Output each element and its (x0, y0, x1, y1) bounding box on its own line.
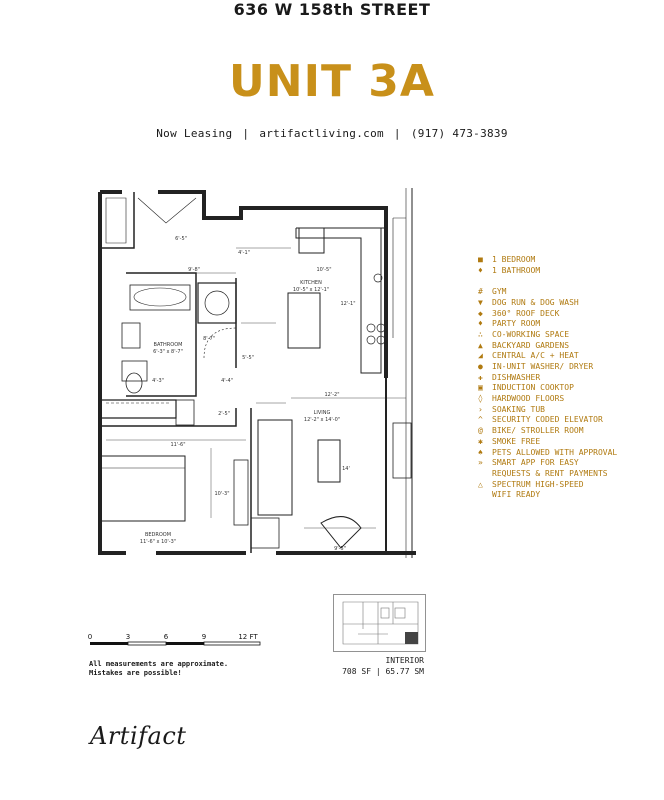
legend-item-label: IN-UNIT WASHER/ DRYER (492, 362, 594, 372)
legend-item (478, 329, 664, 340)
dimension-label: 12'-1" (340, 301, 356, 307)
legend-item-label: GYM (492, 287, 507, 297)
chevron-up-icon: ^ (478, 415, 483, 425)
separator: | (242, 127, 250, 140)
legend-gap (478, 275, 664, 286)
legend-item-label: BIKE/ STROLLER ROOM (492, 426, 584, 436)
scale-tick-label: 9 (201, 633, 207, 641)
legend-item (478, 383, 664, 394)
dimension-label: 10'-5" (316, 267, 332, 273)
legend-item-label: 1 BATHROOM (492, 265, 541, 275)
interior-label: INTERIOR (385, 656, 424, 665)
legend-item-label: PETS ALLOWED WITH APPROVAL (492, 447, 618, 457)
legend-item-label: CENTRAL A/C + HEAT (492, 351, 579, 361)
amenities-legend (478, 254, 664, 500)
room-label-kitchen: KITCHEN (300, 280, 322, 286)
dimension-label: 4'-3" (152, 378, 164, 384)
dimension-label: 5'-5" (242, 355, 254, 361)
legend-item-label: INDUCTION COOKTOP (492, 383, 574, 393)
separator: | (393, 127, 401, 140)
diamond-icon: ◆ (478, 308, 483, 318)
brand-logo: Artifact (90, 722, 187, 750)
room-label-bedroom: BEDROOM (144, 532, 172, 538)
website-link[interactable]: artifactliving.com (259, 127, 384, 140)
legend-item (478, 361, 664, 372)
scale-tick-label: 12 FT (238, 633, 258, 641)
drop-icon: ♦ (478, 265, 483, 275)
room-dims-bathroom: 6'-3" x 8'-7" (153, 349, 183, 355)
plus-icon: ✚ (478, 372, 483, 382)
room-label-living: LIVING (313, 410, 331, 416)
legend-item-label: BACKYARD GARDENS (492, 340, 570, 350)
legend-item (478, 404, 664, 415)
scale-tick-label: 0 (87, 633, 93, 641)
dimension-label: 4'-4" (221, 378, 233, 384)
dimension-label: 12'-2" (324, 392, 340, 398)
leaf-icon: ▲ (478, 340, 483, 350)
legend-item (478, 340, 664, 351)
dots-icon: ∴ (478, 329, 483, 339)
legend-item (478, 297, 664, 308)
dimension-label: 9'-8" (188, 267, 200, 273)
legend-item-label: SOAKING TUB (492, 404, 545, 414)
legend-item-continuation: REQUESTS & RENT PAYMENTS (492, 468, 608, 478)
disclaimer-line: All measurements are approximate. (89, 660, 229, 668)
dimension-label: 4'-1" (238, 250, 250, 256)
legend-item-label: SPECTRUM HIGH-SPEED (492, 479, 584, 489)
circle-icon: ● (478, 362, 483, 372)
legend-item-label: CO-WORKING SPACE (492, 329, 570, 339)
legend-item (478, 351, 664, 362)
legend-item-label: SECURITY CODED ELEVATOR (492, 415, 603, 425)
double-chevron-icon: » (478, 458, 483, 468)
legend-item (478, 425, 664, 436)
dimension-label: 2'-5" (218, 411, 230, 417)
interior-size: 708 SF | 65.77 SM (342, 667, 424, 676)
scale-bar (86, 632, 266, 652)
legend-item (478, 479, 664, 490)
asterisk-icon: ✱ (478, 436, 483, 446)
legend-item (478, 415, 664, 426)
triangle-icon: △ (478, 479, 483, 489)
legend-item (478, 372, 664, 383)
drop-icon: ♦ (478, 319, 483, 329)
scale-tick-label: 3 (125, 633, 131, 641)
paw-icon: ♠ (478, 447, 483, 457)
contact-line (0, 127, 664, 140)
unit-title: UNIT 3A (229, 56, 435, 107)
dimension-label: 11'-6" (170, 442, 186, 448)
leasing-status: Now Leasing (156, 127, 233, 140)
room-dims-bedroom: 11'-6" x 10'-3" (139, 539, 177, 545)
dimension-label: 8'-7" (203, 336, 215, 342)
floor-plan (86, 178, 436, 583)
legend-item-label: SMART APP FOR EASY (492, 458, 579, 468)
room-label-bathroom: BATHROOM (153, 342, 183, 348)
legend-item-label: SMOKE FREE (492, 436, 541, 446)
unit-highlight (405, 632, 418, 644)
legend-item (478, 254, 664, 265)
disclaimer-line: Mistakes are possible! (89, 669, 182, 677)
legend-item (478, 436, 664, 447)
dimension-label: 9'-5" (334, 546, 346, 552)
legend-item-label: 1 BEDROOM (492, 254, 536, 264)
boxed-square-icon: ▣ (478, 383, 483, 393)
legend-item-continuation: WIFI READY (492, 490, 541, 500)
scale-tick-label: 6 (163, 633, 169, 641)
legend-item (478, 286, 664, 297)
interior-area (300, 655, 424, 677)
room-dims-living: 12'-2" x 14'-0" (303, 417, 341, 423)
legend-item-label: 360° ROOF DECK (492, 308, 560, 318)
room-dims-kitchen: 10'-5" x 12'-1" (292, 287, 330, 293)
legend-item-label: DISHWASHER (492, 372, 541, 382)
dimension-label: 10'-3" (214, 491, 230, 497)
phone-number[interactable]: (917) 473-3839 (410, 127, 508, 140)
dimension-label: 14' (342, 466, 350, 472)
legend-item (478, 457, 664, 468)
legend-item (478, 393, 664, 404)
square-icon: ■ (478, 254, 483, 264)
legend-item-label: PARTY ROOM (492, 319, 541, 329)
legend-item (478, 265, 664, 276)
diamond-outline-icon: ◊ (478, 394, 483, 404)
key-plan (333, 594, 426, 652)
legend-item (478, 308, 664, 319)
chevron-right-icon: › (478, 404, 483, 414)
leaf-icon: ◢ (478, 351, 483, 361)
dog-icon: ▼ (478, 297, 483, 307)
legend-item-label: HARDWOOD FLOORS (492, 394, 565, 404)
building-address: 636 W 158th STREET (233, 0, 431, 19)
at-icon: @ (478, 426, 483, 436)
legend-item (478, 318, 664, 329)
disclaimer (89, 660, 228, 678)
hash-icon: # (478, 287, 483, 297)
dimension-label: 6'-5" (175, 236, 187, 242)
legend-item (478, 447, 664, 458)
legend-item-label: DOG RUN & DOG WASH (492, 297, 579, 307)
